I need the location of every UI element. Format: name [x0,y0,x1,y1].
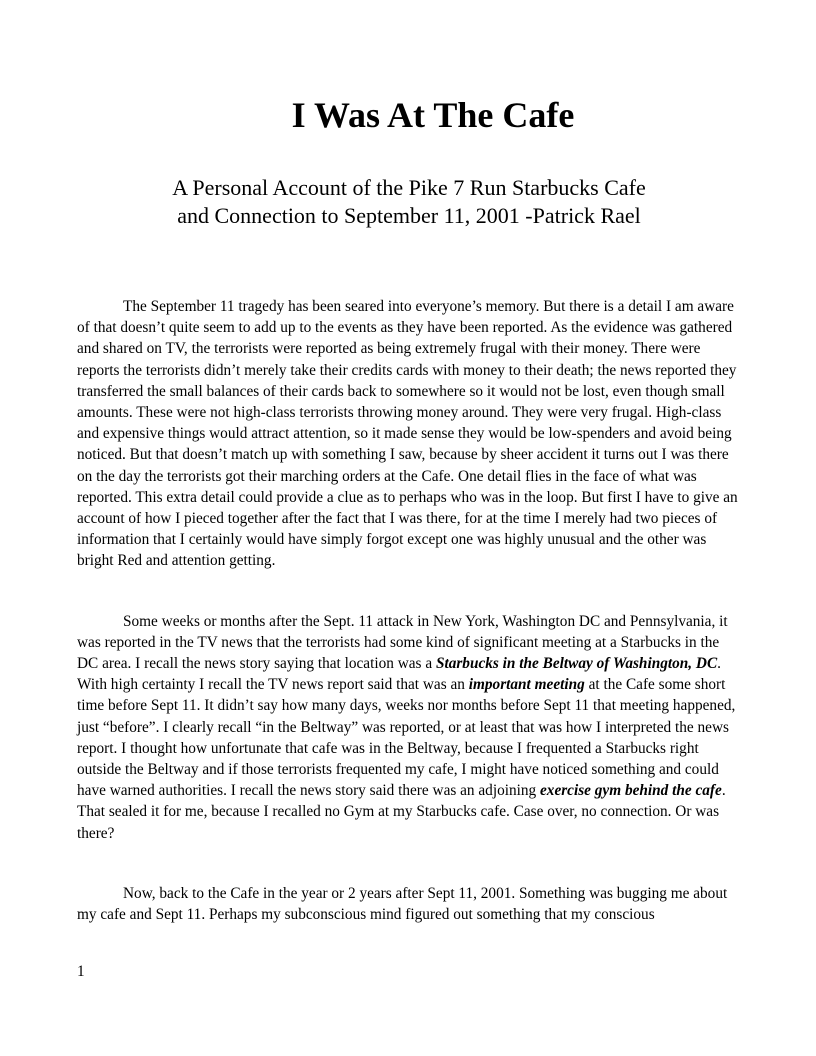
paragraph-3: Now, back to the Cafe in the year or 2 years after Sept 11, 2001. Something was bugging me about my cafe and Sept 11. Perhaps my subconscious mind figured out something that my conscious [77,884,728,924]
subtitle-line-2: and Connection to September 11, 2001 -Patrick Rael [177,203,641,228]
paragraph-1: The September 11 tragedy has been seared into everyone’s memory. But there is a detail I am aware of that doesn’t quite seem to add up to the events as they have been reported. As the evidence was gathered and shared on TV, the terrorists were reported as being extremely frugal with their money. There were reports the terrorists didn’t merely take their credits cards with money to their death; the news reported they transferred the small balances of their cards back to somewhere so it would not be lost, even though small amounts. These were not high-class terrorists throwing money around. They were very frugal. High-class and expensive things would attract attention, so it made sense they would be low-spenders and avoid being noticed. But that doesn’t match up with something I saw, because by sheer accident it turns out I was there on the day the terrorists got their marching orders at the Cafe. One detail flies in the face of what was reported. This extra detail could provide a clue as to perhaps who was in the loop. But first I have to give an account of how I pieced together after the fact that I was there, for at the time I merely had two pieces of information that I certainly would have simply forgot except one was highly unusual and the other was bright Red and attention getting. [77,298,738,570]
subtitle-line-1: A Personal Account of the Pike 7 Run Starbucks Cafe [172,175,646,200]
paragraph-2-text-3: at the Cafe some short time before Sept 11. It didn’t say how many days, weeks nor months before Sept 11 that meeting happened, just “before”. I clearly recall “in the Beltway” was reported, or at least that was how I interpreted the news report. I thought how unfortunate that cafe was in the Beltway, because I frequented a Starbucks right outside the Beltway and if those terrorists frequented my cafe, I might have noticed something and could have warned authorities. I recall the news story said there was an adjoining [77,676,736,800]
paragraph-2-text-1: Some weeks or months after the Sept. 11 attack in New York, Washington DC and Pennsylvania, it was reported in the TV news that the terrorists had some kind of significant meeting at a Starbucks in the DC area. I recall the news story saying that location was a [77,612,728,673]
page-number: 1 [77,963,85,980]
paragraph-2-text-2: . With high certainty I recall the TV news report said that was an [77,655,721,694]
paragraph-2-text-4: . That sealed it for me, because I recalled no Gym at my Starbucks cafe. Case over, no connection. Or was there? [77,782,726,842]
document-body [77,296,741,964]
paragraph-2 [77,611,741,844]
document-title: I Was At The Cafe [291,95,575,135]
emphasis-important-meeting: important meeting [468,676,585,694]
emphasis-starbucks-beltway: Starbucks in the Beltway of Washington, DC [435,655,718,673]
document-subtitle [0,174,816,230]
emphasis-exercise-gym: exercise gym behind the cafe [540,782,722,800]
